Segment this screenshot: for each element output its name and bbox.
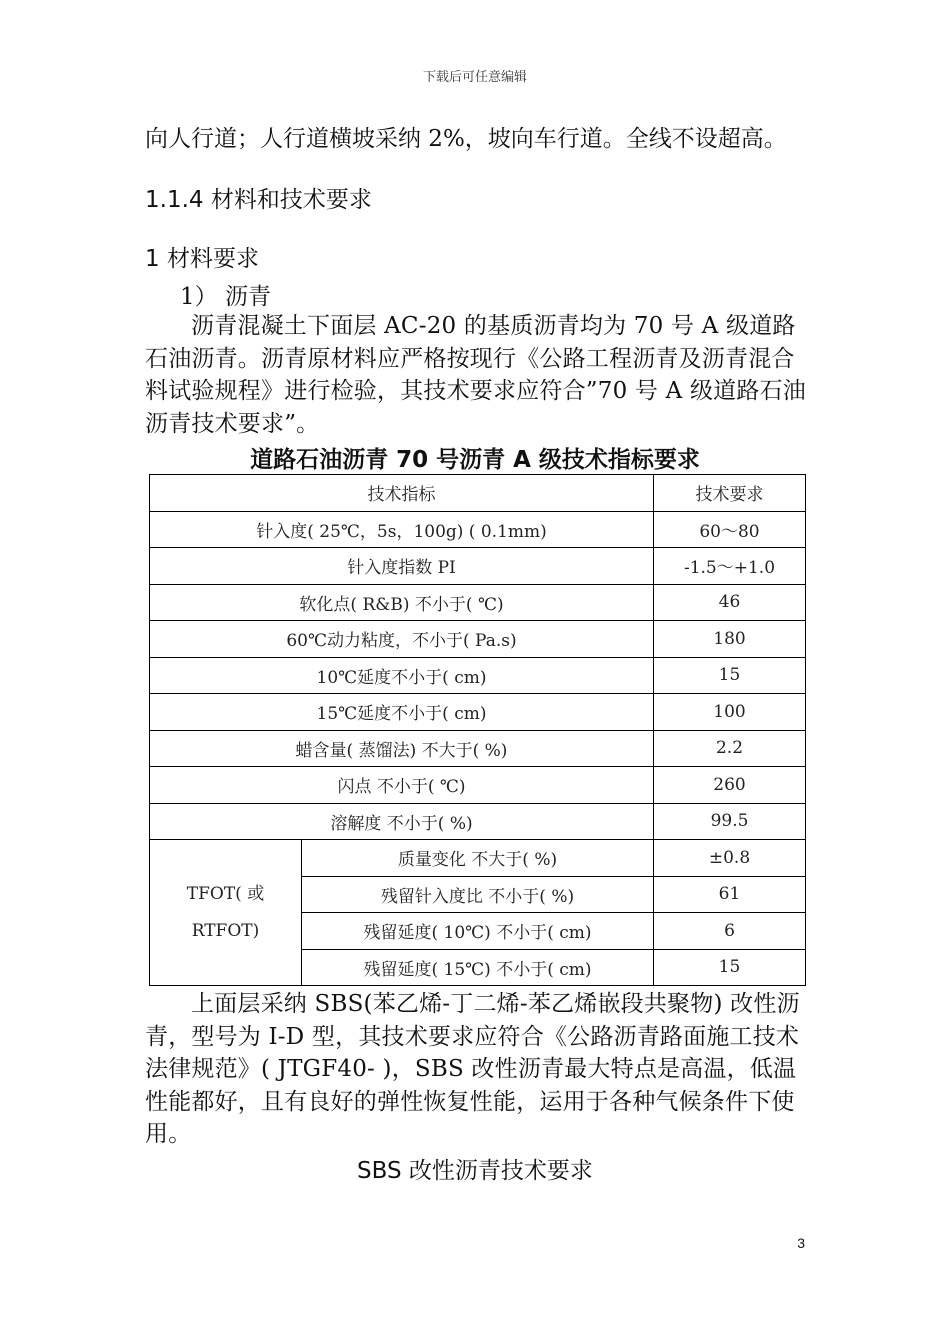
row-indicator: 残留延度( 10℃) 不小于( cm): [302, 913, 654, 950]
page-header: 下载后可任意编辑: [422, 70, 527, 85]
row-value: 15: [654, 949, 806, 986]
row-value: 260: [654, 767, 806, 804]
asphalt-spec-table: [149, 474, 806, 986]
table-row: [150, 657, 806, 694]
row-indicator: 软化点( R&B) 不小于( ℃): [150, 584, 654, 621]
table-row: [150, 584, 806, 621]
list-item-asphalt: 1） 沥青: [180, 284, 271, 310]
table-row: [150, 511, 806, 548]
paragraph-base-asphalt: 沥青混凝土下面层 AC-20 的基质沥青均为 70 号 A 级道路石油沥青。沥青原材料应严格按现行《公路工程沥青及沥青混合料试验规程》进行检验，其技术要求应符合”70 号 A 级道路石油沥青技术要求”。: [145, 313, 806, 437]
table-row: [150, 730, 806, 767]
table-row: [150, 548, 806, 585]
text-line: 向人行道；人行道横坡采纳 2%，坡向车行道。全线不设超高。: [145, 126, 787, 152]
row-value: 180: [654, 621, 806, 658]
row-value: 46: [654, 584, 806, 621]
row-value: -1.5～+1.0: [654, 548, 806, 585]
table-row: [150, 803, 806, 840]
row-indicator: 溶解度 不小于( %): [150, 803, 654, 840]
section-title-sbs: SBS 改性沥青技术要求: [357, 1158, 593, 1184]
paragraph-sbs-asphalt: 上面层采纳 SBS(苯乙烯-丁二烯-苯乙烯嵌段共聚物) 改性沥青，型号为 I-D 型，其技术要求应符合《公路沥青路面施工技术法律规范》( JTGF40- )，SBS 改性沥青最大特点是高温，低温性能都好，且有良好的弹性恢复性能，运用于各种气候条件下使用。: [145, 991, 800, 1147]
row-value: 6: [654, 913, 806, 950]
row-indicator: 蜡含量( 蒸馏法) 不大于( %): [150, 730, 654, 767]
row-value: 100: [654, 694, 806, 731]
table-row: [150, 621, 806, 658]
row-indicator: 残留延度( 15℃) 不小于( cm): [302, 949, 654, 986]
table-title: 道路石油沥青 70 号沥青 A 级技术指标要求: [250, 447, 700, 473]
row-indicator: 针入度指数 PI: [150, 548, 654, 585]
subsection-heading: 1 材料要求: [145, 246, 259, 272]
row-indicator: 15℃延度不小于( cm): [150, 694, 654, 731]
row-value: 15: [654, 657, 806, 694]
table-row: [150, 767, 806, 804]
row-indicator: 残留针入度比 不小于( %): [302, 876, 654, 913]
row-value: 61: [654, 876, 806, 913]
page-number: 3: [797, 1235, 805, 1251]
table-row: [150, 694, 806, 731]
group-label-line1: TFOT( 或: [186, 883, 265, 904]
row-value: 99.5: [654, 803, 806, 840]
row-value: 2.2: [654, 730, 806, 767]
row-indicator: 针入度( 25℃，5s，100g) ( 0.1mm): [150, 511, 654, 548]
header-indicator: 技术指标: [150, 475, 654, 512]
row-value: 60～80: [654, 511, 806, 548]
group-label-line2: RTFOT): [191, 920, 260, 941]
table-row: [150, 840, 806, 877]
header-requirement: 技术要求: [654, 475, 806, 512]
row-value: ±0.8: [654, 840, 806, 877]
row-indicator: 质量变化 不大于( %): [302, 840, 654, 877]
row-indicator: 60℃动力粘度，不小于( Pa.s): [150, 621, 654, 658]
table-header-row: [150, 475, 806, 512]
group-label: [150, 840, 302, 986]
row-indicator: 10℃延度不小于( cm): [150, 657, 654, 694]
row-indicator: 闪点 不小于( ℃): [150, 767, 654, 804]
section-heading: 1.1.4 材料和技术要求: [145, 187, 372, 213]
